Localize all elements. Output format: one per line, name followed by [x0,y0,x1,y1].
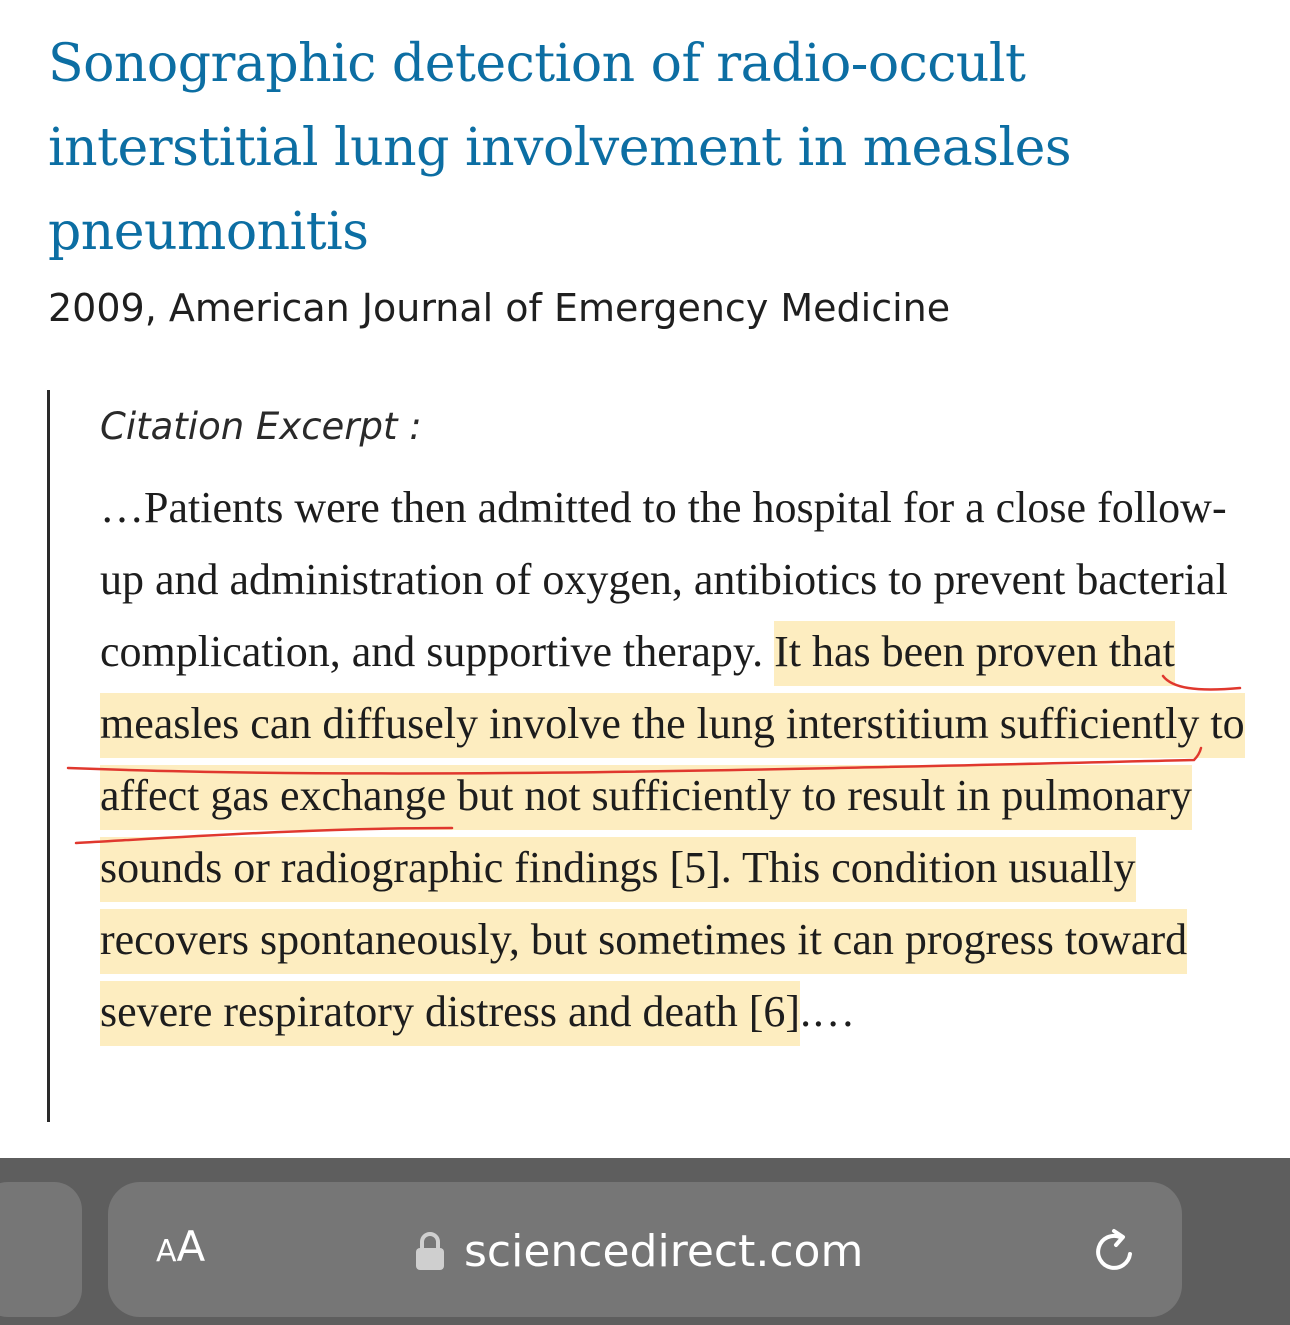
text-size-button[interactable] [156,1222,205,1278]
previous-tab-preview[interactable] [0,1182,82,1317]
address-bar[interactable] [108,1182,1182,1317]
excerpt-label: Citation Excerpt : [100,405,422,448]
reload-icon[interactable] [1090,1226,1140,1276]
excerpt-quote-bar [47,390,50,1122]
excerpt-text-after: .… [800,987,856,1036]
excerpt-highlighted-text: It has been proven that measles can diffusely involve the lung interstitium sufficiently to affect gas exchange but not sufficiently to result in pulmonary sounds or radiographic findings [5]. This condition usually recovers spontaneously, but sometimes it can progress toward severe respiratory distress and death [6] [100,621,1245,1046]
text-size-small-glyph: A [156,1234,177,1269]
article-meta: 2009, American Journal of Emergency Medicine [48,286,951,330]
url-text: sciencedirect.com [464,1225,864,1277]
article-title[interactable]: Sonographic detection of radio-occult interstitial lung involvement in measles pneumonitis [48,34,1072,262]
browser-toolbar [0,1158,1290,1325]
text-size-big-glyph: A [176,1222,206,1271]
excerpt-text-before: …Patients were then admitted to the hospital for a close follow-up and administration of oxygen, antibiotics to prevent bacterial complication, and supportive therapy. [100,483,1228,676]
lock-icon [414,1231,446,1271]
url-display[interactable] [414,1216,863,1286]
excerpt-text [100,472,1250,1048]
